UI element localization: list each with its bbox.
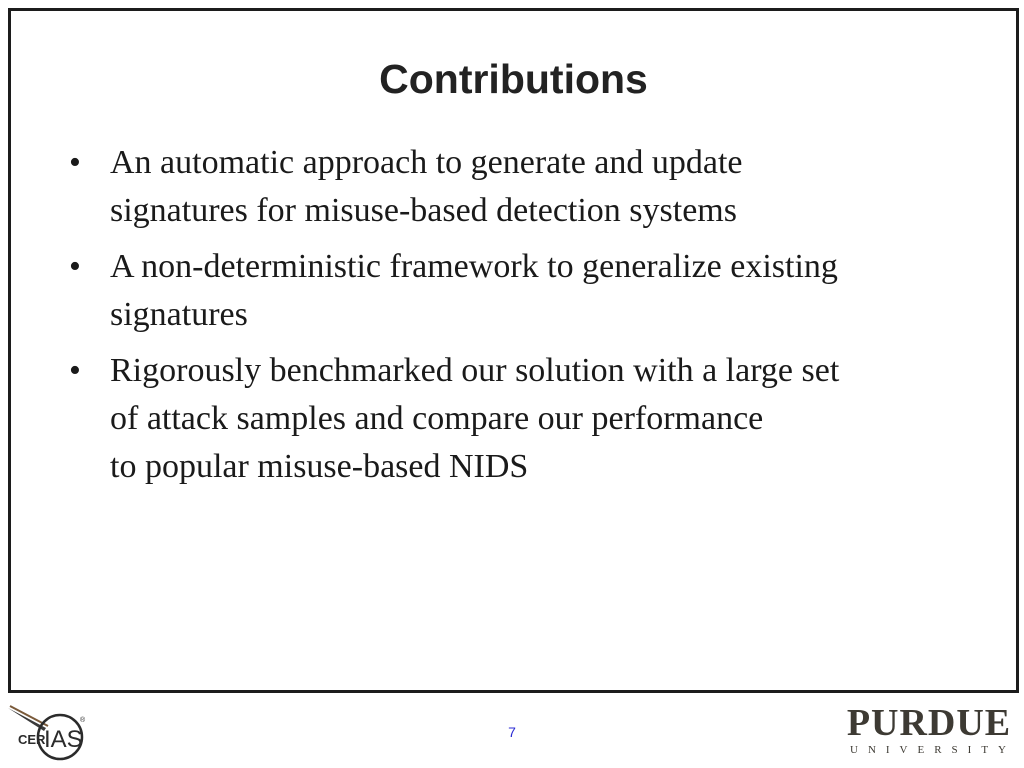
bullet-item: [63, 347, 993, 491]
bullet-marker: •: [69, 248, 81, 285]
bullet-item: [63, 139, 993, 235]
page-number: 7: [508, 724, 516, 740]
bullet-line: to popular misuse-based NIDS: [110, 448, 529, 485]
bullet-marker: •: [69, 144, 81, 181]
slide-title: Contributions: [379, 56, 648, 102]
slide-frame: [8, 8, 1019, 693]
bullet-line: A non-deterministic framework to generalize existing: [110, 248, 838, 285]
bullet-line: signatures for misuse-based detection systems: [110, 192, 737, 229]
bullet-line: of attack samples and compare our performance: [110, 400, 764, 437]
registered-mark: ®: [80, 717, 86, 724]
slide-footer: [0, 700, 1024, 768]
bullet-line: signatures: [110, 296, 248, 333]
cerias-cer-text: CER: [18, 732, 46, 747]
bullet-line: Rigorously benchmarked our solution with a large set: [110, 352, 840, 389]
bullet-item: [63, 243, 993, 339]
purdue-name: PURDUE: [846, 702, 1012, 744]
purdue-logo: [844, 703, 1014, 757]
bullet-marker: •: [69, 352, 81, 389]
bullet-line: An automatic approach to generate and update: [110, 144, 743, 181]
cerias-ias-text: IAS: [44, 726, 83, 753]
bullet-list: [63, 139, 993, 499]
purdue-university: UNIVERSITY: [850, 744, 1016, 756]
